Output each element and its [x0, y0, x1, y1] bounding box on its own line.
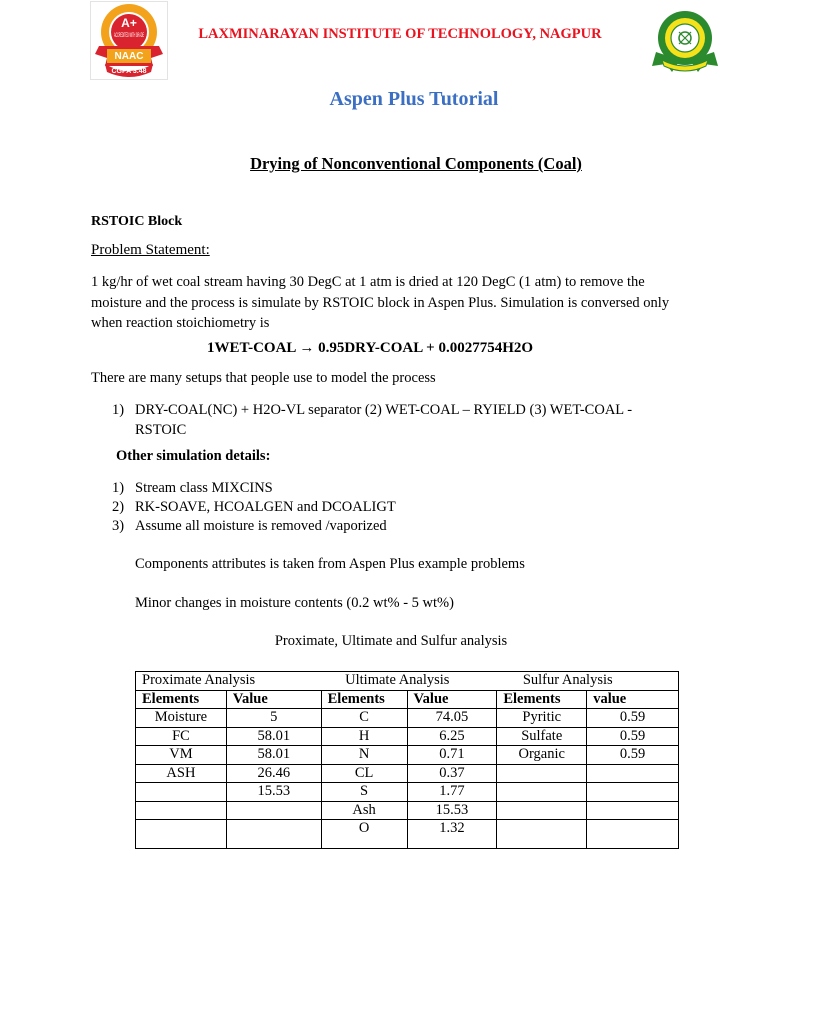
table-cell	[497, 820, 587, 849]
block-label: RSTOIC Block	[91, 214, 183, 229]
table-group-row	[136, 672, 679, 691]
column-header: Elements	[497, 690, 587, 709]
table-cell: 1.77	[407, 783, 497, 802]
list-number: 3)	[112, 518, 125, 535]
institute-name: LAXMINARAYAN INSTITUTE OF TECHNOLOGY, NAGPUR	[198, 26, 602, 42]
table-cell: Ash	[321, 801, 407, 820]
table-cell: 26.46	[226, 764, 321, 783]
table-cell: 0.71	[407, 746, 497, 765]
list-item	[91, 498, 681, 517]
list-number: 2)	[112, 499, 125, 516]
table-row	[136, 727, 679, 746]
problem-statement-label: Problem Statement:	[91, 242, 210, 258]
analysis-table	[135, 671, 679, 849]
table-cell	[587, 764, 679, 783]
group-header-ultimate: Ultimate Analysis	[321, 672, 497, 691]
table-cell: C	[321, 709, 407, 728]
other-details-label: Other simulation details:	[116, 448, 271, 464]
table-row	[136, 801, 679, 820]
list-text: DRY-COAL(NC) + H2O-VL separator (2) WET-COAL – RYIELD (3) WET-COAL - RSTOIC	[135, 402, 633, 438]
table-row	[136, 764, 679, 783]
table-row	[136, 709, 679, 728]
table-row	[136, 746, 679, 765]
seal-icon	[650, 8, 720, 74]
group-header-proximate: Proximate Analysis	[136, 672, 322, 691]
table-cell	[226, 801, 321, 820]
list-item	[91, 479, 681, 498]
column-header: Elements	[321, 690, 407, 709]
table-cell: 1.32	[407, 820, 497, 849]
table-cell: 6.25	[407, 727, 497, 746]
table-cell	[587, 801, 679, 820]
list-text: RK-SOAVE, HCOALGEN and DCOALIGT	[135, 499, 396, 516]
table-cell: N	[321, 746, 407, 765]
table-cell: 15.53	[407, 801, 497, 820]
table-cell: 0.59	[587, 727, 679, 746]
table-cell: O	[321, 820, 407, 849]
document-title: Drying of Nonconventional Components (Coal)	[250, 154, 582, 173]
table-cell	[136, 801, 227, 820]
table-cell: 58.01	[226, 746, 321, 765]
moisture-note: Minor changes in moisture contents (0.2 wt% - 5 wt%)	[135, 595, 454, 611]
list-number: 1)	[112, 402, 125, 418]
table-title: Proximate, Ultimate and Sulfur analysis	[274, 633, 508, 649]
table-cell: H	[321, 727, 407, 746]
table-row	[136, 783, 679, 802]
table-cell: FC	[136, 727, 227, 746]
column-header: value	[587, 690, 679, 709]
setups-intro: There are many setups that people use to model the process	[91, 370, 436, 386]
column-header: Elements	[136, 690, 227, 709]
table-cell	[497, 764, 587, 783]
table-cell	[226, 820, 321, 849]
table-cell: Sulfate	[497, 727, 587, 746]
table-cell: Moisture	[136, 709, 227, 728]
table-cell: 0.59	[587, 746, 679, 765]
naac-org: NAAC	[114, 51, 144, 62]
table-cell: 5	[226, 709, 321, 728]
table-cell	[587, 820, 679, 849]
naac-grade: A+	[121, 16, 137, 30]
list-item	[91, 400, 681, 440]
setups-list	[91, 400, 681, 440]
table-cell: 0.59	[587, 709, 679, 728]
reaction-equation: 1WET-COAL → 0.95DRY-COAL + 0.0027754H2O	[206, 340, 534, 356]
details-list	[91, 479, 681, 537]
table-cell: 0.37	[407, 764, 497, 783]
group-header-sulfur: Sulfur Analysis	[497, 672, 679, 691]
list-item	[91, 517, 681, 536]
table-header-row	[136, 690, 679, 709]
table-row	[136, 820, 679, 849]
tutorial-title: Aspen Plus Tutorial	[329, 88, 499, 110]
column-header: Value	[226, 690, 321, 709]
table-cell	[136, 820, 227, 849]
table-cell: Organic	[497, 746, 587, 765]
table-cell	[136, 783, 227, 802]
attributes-note: Components attributes is taken from Aspen Plus example problems	[135, 556, 525, 572]
table-cell: CL	[321, 764, 407, 783]
table-cell: 74.05	[407, 709, 497, 728]
table-cell: VM	[136, 746, 227, 765]
table-cell: S	[321, 783, 407, 802]
table-cell	[497, 801, 587, 820]
list-text: Stream class MIXCINS	[135, 480, 273, 496]
column-header: Value	[407, 690, 497, 709]
table-cell	[497, 783, 587, 802]
table-cell: 15.53	[226, 783, 321, 802]
naac-ring-text: ACCREDITED WITH GRADE	[114, 32, 145, 39]
list-number: 1)	[112, 480, 125, 496]
naac-cgpa: CGPA 3.48	[111, 68, 147, 75]
table-cell: Pyritic	[497, 709, 587, 728]
problem-statement-text: 1 kg/hr of wet coal stream having 30 DegC at 1 atm is dried at 120 DegC (1 atm) to remove the moisture and the process is simulate by RSTOIC block in Aspen Plus. Simulation is conversed only when reaction stoichiometry is	[91, 274, 670, 331]
list-text: Assume all moisture is removed /vaporized	[135, 518, 387, 535]
institute-seal	[650, 8, 720, 74]
table-cell	[587, 783, 679, 802]
table-cell: ASH	[136, 764, 227, 783]
table-cell: 58.01	[226, 727, 321, 746]
